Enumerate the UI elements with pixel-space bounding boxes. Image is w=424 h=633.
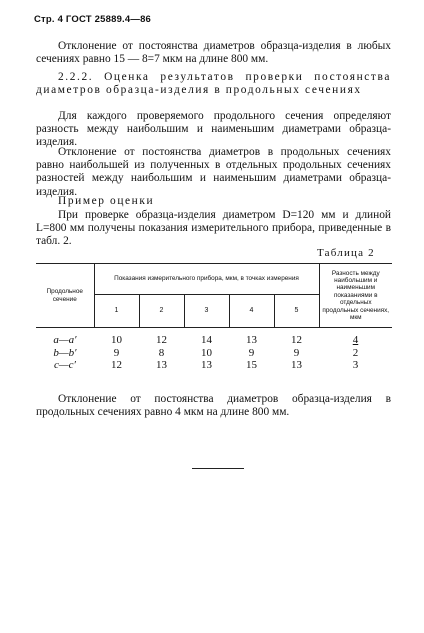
reading-cell: 15 — [246, 359, 257, 371]
header-point: 5 — [274, 295, 319, 328]
reading-cell: 9 — [248, 346, 255, 359]
table-row — [36, 347, 392, 360]
reading-cell: 13 — [156, 359, 167, 371]
reading-cell: 12 — [111, 359, 122, 371]
reading-cell: 10 — [111, 334, 122, 346]
difference-cell: 2 — [352, 346, 359, 359]
reading-cell: 8 — [158, 346, 165, 359]
header-point: 2 — [139, 295, 184, 328]
page-header: Стр. 4 ГОСТ 25889.4—86 — [34, 14, 152, 25]
example-heading: Пример оценки — [58, 195, 155, 207]
reading-cell: 12 — [291, 334, 302, 346]
paragraph-deviation-definition: Отклонение от постоянства диаметров в продольных сечениях равно наибольшей из полученных в отдельных продольных сечениях разностей между наибольшим и наименьшим диаметрами образца-изделия. — [36, 146, 391, 198]
reading-cell: 14 — [201, 334, 212, 346]
section-label: a—a′ — [53, 334, 77, 346]
reading-cell: 9 — [113, 346, 120, 359]
header-section: Продольное сечение — [46, 288, 83, 303]
header-point: 4 — [229, 295, 274, 328]
table-row — [36, 328, 392, 347]
reading-cell: 12 — [156, 334, 167, 346]
header-difference: Разность между наибольшим и наименьшим показаниями в отдельных продольных сечениях, мкм — [319, 264, 392, 328]
header-point: 1 — [94, 295, 139, 328]
reading-cell: 9 — [293, 346, 300, 359]
closing-rule — [192, 468, 244, 469]
reading-cell: 13 — [201, 359, 212, 371]
section-label: c—c′ — [54, 359, 76, 371]
section-heading-2-2-2: 2.2.2. Оценка результатов проверки постоянства диаметров образца-изделия в продольных сечениях — [36, 71, 391, 97]
header-readings: Показания измерительного прибора, мкм, в точках измерения — [94, 264, 319, 295]
difference-cell: 3 — [352, 359, 359, 371]
table-row — [36, 359, 392, 372]
paragraph-total-deviation: Отклонение от постоянства диаметров образца-изделия в любых сечениях равно 15 — 8=7 мкм на длине 800 мм. — [36, 40, 391, 66]
measurement-table — [36, 263, 392, 372]
section-label: b—b′ — [53, 346, 77, 359]
table-title: Таблица 2 — [317, 247, 375, 259]
paragraph-conclusion: Отклонение от постоянства диаметров образца-изделия в продольных сечениях равно 4 мкм на длине 800 мм. — [36, 393, 391, 419]
reading-cell: 13 — [291, 359, 302, 371]
paragraph-method: Для каждого проверяемого продольного сечения определяют разность между наибольшим и наименьшим диаметрами образца-изделия. — [36, 110, 391, 149]
paragraph-example: При проверке образца-изделия диаметром D=120 мм и длиной L=800 мм получены показания измерительного прибора, приведенные в табл. 2. — [36, 209, 391, 248]
reading-cell: 13 — [246, 334, 257, 346]
header-point: 3 — [184, 295, 229, 328]
difference-cell: 4 — [352, 334, 359, 346]
reading-cell: 10 — [201, 346, 212, 359]
